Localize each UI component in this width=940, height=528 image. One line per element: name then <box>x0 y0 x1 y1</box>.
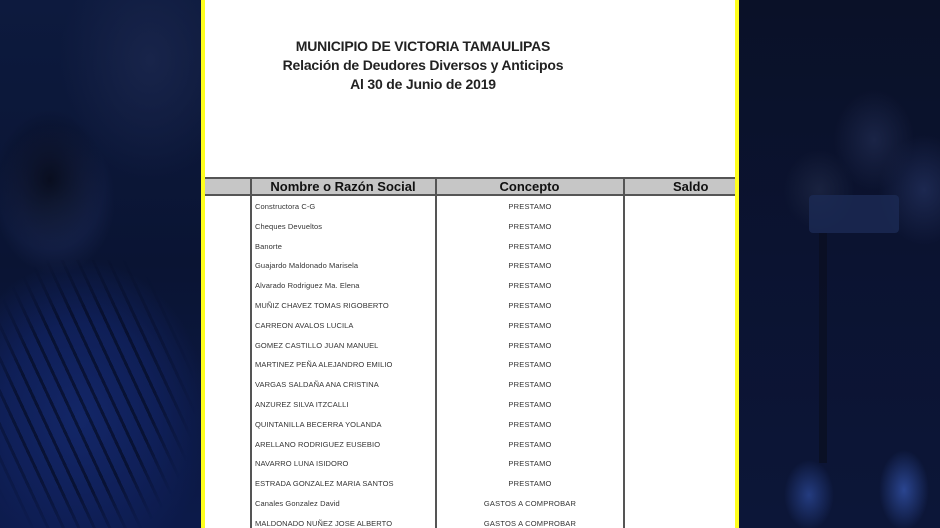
cell-nombre: Canales Gonzalez David <box>255 498 340 508</box>
camera-silhouette <box>809 195 899 233</box>
striped-shirt-pattern <box>0 260 201 528</box>
cell-concepto: GASTOS A COMPROBAR <box>483 518 577 528</box>
column-header-saldo: Saldo <box>673 179 709 194</box>
table-row <box>205 355 739 375</box>
column-header-blank <box>205 179 250 194</box>
table-row <box>205 494 739 514</box>
cell-concepto: PRESTAMO <box>508 261 552 271</box>
table-row <box>205 217 739 237</box>
cell-nombre: Cheques Devueltos <box>255 221 323 231</box>
cell-nombre: NAVARRO LUNA ISIDORO <box>255 459 349 469</box>
cell-concepto: PRESTAMO <box>508 399 552 409</box>
person-silhouette <box>0 110 110 260</box>
tripod-pole <box>819 233 827 463</box>
cell-concepto: PRESTAMO <box>508 380 552 390</box>
cell-concepto: PRESTAMO <box>508 281 552 291</box>
cell-concepto: PRESTAMO <box>508 320 552 330</box>
cell-concepto: PRESTAMO <box>508 459 552 469</box>
cell-nombre: MALDONADO NUÑEZ JOSE ALBERTO <box>255 518 393 528</box>
cell-concepto: PRESTAMO <box>508 202 552 211</box>
cell-concepto: PRESTAMO <box>508 221 552 231</box>
cell-concepto: PRESTAMO <box>508 340 552 350</box>
table-row <box>205 454 739 474</box>
document-title: MUNICIPIO DE VICTORIA TAMAULIPAS <box>295 38 551 54</box>
cell-concepto: GASTOS A COMPROBAR <box>483 498 577 508</box>
table-row <box>205 296 739 316</box>
table-row <box>205 415 739 435</box>
cell-nombre: QUINTANILLA BECERRA YOLANDA <box>255 419 382 429</box>
column-header-concepto: Concepto <box>499 179 560 194</box>
cell-nombre: Banorte <box>255 241 282 251</box>
table-row <box>205 395 739 415</box>
cell-nombre: VARGAS SALDAÑA ANA CRISTINA <box>255 380 379 390</box>
document-header <box>263 37 583 94</box>
cell-nombre: CARREON AVALOS LUCILA <box>255 320 354 330</box>
cell-nombre: Constructora C-G <box>255 202 316 211</box>
cell-nombre: MUÑIZ CHAVEZ TOMAS RIGOBERTO <box>255 300 389 310</box>
debtors-table <box>205 177 739 528</box>
cell-concepto: PRESTAMO <box>508 419 552 429</box>
table-row <box>205 514 739 528</box>
cell-concepto: PRESTAMO <box>508 439 552 449</box>
cell-nombre: ANZUREZ SILVA ITZCALLI <box>255 399 349 409</box>
document-subtitle: Relación de Deudores Diversos y Anticipos <box>282 57 564 73</box>
cell-concepto: PRESTAMO <box>508 241 552 251</box>
table-row <box>205 375 739 395</box>
column-header-nombre: Nombre o Razón Social <box>270 179 416 194</box>
cell-nombre: ESTRADA GONZALEZ MARIA SANTOS <box>255 479 394 489</box>
table-row <box>205 336 739 356</box>
table-row <box>205 276 739 296</box>
document-date: Al 30 de Junio de 2019 <box>350 76 496 92</box>
cell-nombre: ARELLANO RODRIGUEZ EUSEBIO <box>255 439 381 449</box>
cell-nombre: Alvarado Rodriguez Ma. Elena <box>255 281 360 291</box>
cell-concepto: PRESTAMO <box>508 479 552 489</box>
table-row <box>205 435 739 455</box>
table-header <box>205 177 739 196</box>
table-row <box>205 474 739 494</box>
cell-nombre: MARTINEZ PEÑA ALEJANDRO EMILIO <box>255 360 393 370</box>
background-photo-right <box>739 0 940 528</box>
table-row <box>205 256 739 276</box>
background-photo-left <box>0 0 201 528</box>
table-body <box>205 197 739 528</box>
document-page <box>201 0 739 528</box>
table-row <box>205 197 739 217</box>
cell-nombre: Guajardo Maldonado Marisela <box>255 261 359 271</box>
table-row <box>205 316 739 336</box>
table-row <box>205 237 739 257</box>
cell-concepto: PRESTAMO <box>508 300 552 310</box>
cell-nombre: GOMEZ CASTILLO JUAN MANUEL <box>255 340 379 350</box>
cell-concepto: PRESTAMO <box>508 360 552 370</box>
